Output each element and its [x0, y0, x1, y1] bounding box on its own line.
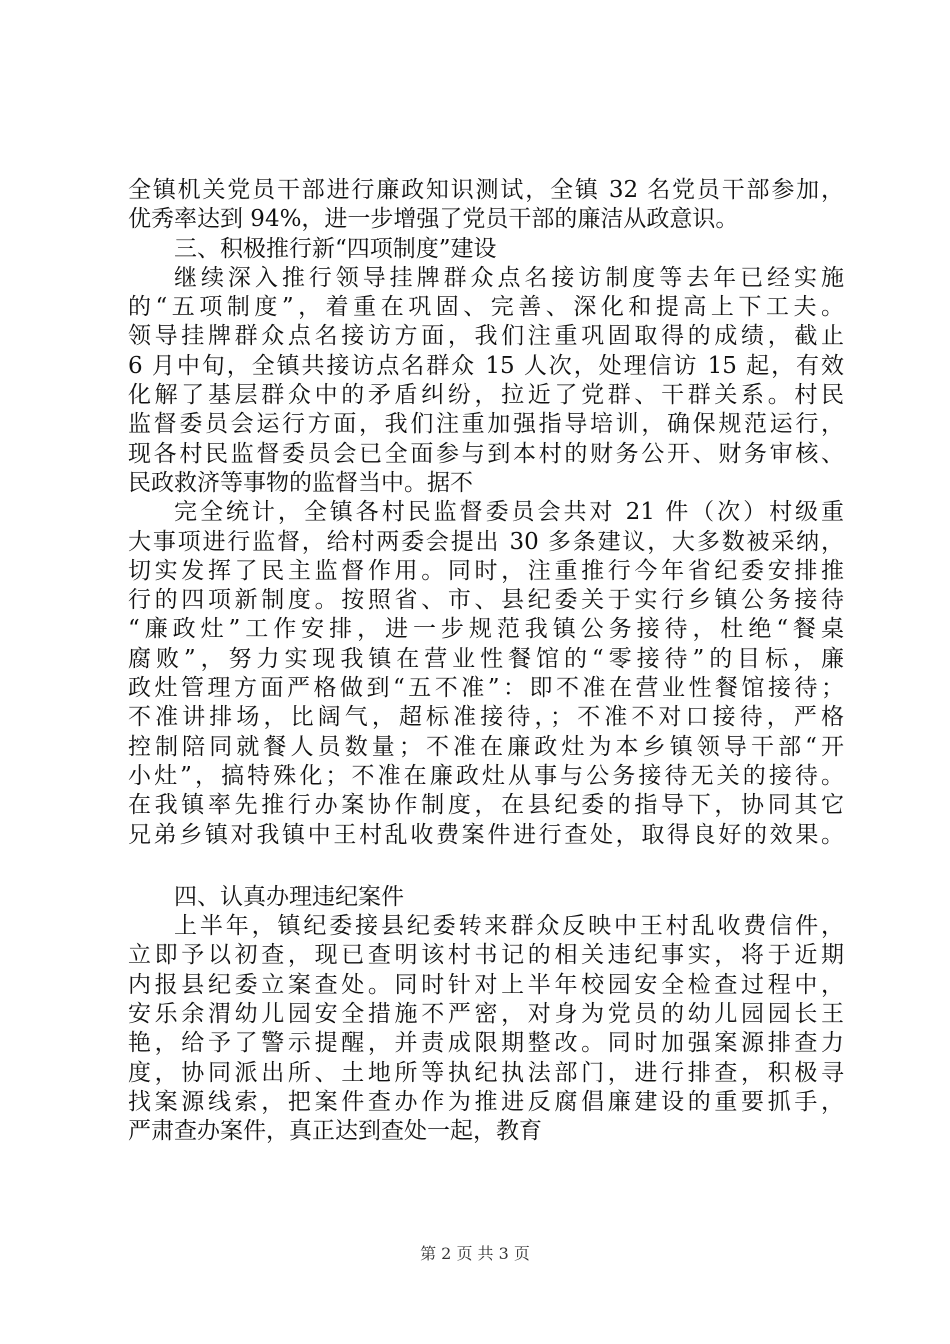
text-line: 6 月中旬，全镇共接访点名群众 15 人次，处理信访 15 起，有效 [128, 352, 844, 379]
section-heading-text: 四、认真办理违纪案件 [174, 883, 404, 910]
text-line: 化解了基层群众中的矛盾纠纷，拉近了党群、干群关系。村民 [128, 382, 844, 409]
text-line: 民政救济等事物的监督当中。据不 [128, 469, 473, 496]
section-heading-text: 三、积极推行新“四项制度”建设 [174, 235, 497, 262]
text-line: 领导挂牌群众点名接访方面，我们注重巩固取得的成绩，截止 [128, 323, 844, 350]
text-line: 在我镇率先推行办案协作制度，在县纪委的指导下，协同其它 [128, 792, 844, 819]
text-line: 内报县纪委立案查处。同时针对上半年校园安全检查过程中， [128, 971, 844, 998]
text-line: 继续深入推行领导挂牌群众点名接访制度等去年已经实施 [174, 264, 844, 291]
paragraph-3 [128, 498, 844, 850]
paragraph-4 [128, 912, 844, 1146]
page-number: 第 2 页 共 3 页 [420, 1244, 530, 1263]
text-line: 腐败”，努力实现我镇在营业性餐馆的“零接待”的目标，廉 [128, 645, 844, 672]
text-line: 行的四项新制度。按照省、市、县纪委关于实行乡镇公务接待 [128, 587, 844, 614]
text-line: 监督委员会运行方面，我们注重加强指导培训，确保规范运行， [128, 411, 844, 438]
text-line: 安乐余渭幼儿园安全措施不严密，对身为党员的幼儿园园长王 [128, 1001, 844, 1028]
text-line: 现各村民监督委员会已全面参与到本村的财务公开、财务审核、 [128, 440, 844, 467]
text-line: 大事项进行监督，给村两委会提出 30 多条建议，大多数被采纳， [128, 528, 844, 555]
paragraph-spacer [128, 850, 844, 883]
text-line: 小灶”，搞特殊化；不准在廉政灶从事与公务接待无关的接待。 [128, 762, 844, 789]
page-footer [0, 1241, 950, 1264]
text-line: 完全统计，全镇各村民监督委员会共对 21 件（次）村级重 [174, 499, 844, 526]
text-line: 找案源线索，把案件查办作为推进反腐倡廉建设的重要抓手， [128, 1088, 844, 1115]
section-heading-4 [128, 883, 844, 912]
paragraph-2 [128, 264, 844, 498]
document-body [128, 176, 844, 1147]
text-line: “廉政灶”工作安排，进一步规范我镇公务接待，杜绝“餐桌 [128, 616, 844, 643]
text-line: 严肃查办案件，真正达到查处一起，教育 [128, 1118, 542, 1145]
section-heading-3 [128, 235, 844, 264]
text-line: 立即予以初查，现已查明该村书记的相关违纪事实，将于近期 [128, 942, 844, 969]
text-line: 上半年，镇纪委接县纪委转来群众反映中王村乱收费信件， [174, 913, 844, 940]
paragraph-1 [128, 176, 844, 235]
text-line: 不准讲排场，比阔气，超标准接待，；不准不对口接待，严格 [128, 704, 844, 731]
text-line: 度，协同派出所、土地所等执纪执法部门，进行排查，积极寻 [128, 1059, 844, 1086]
text-line: 全镇机关党员干部进行廉政知识测试，全镇 32 名党员干部参加， [128, 177, 844, 203]
text-line: 切实发挥了民主监督作用。同时，注重推行今年省纪委安排推 [128, 557, 844, 584]
text-line: 艳，给予了警示提醒，并责成限期整改。同时加强案源排查力 [128, 1030, 844, 1057]
text-line: 的“五项制度”，着重在巩固、完善、深化和提高上下工夫。 [128, 294, 844, 321]
text-line: 优秀率达到 94%，进一步增强了党员干部的廉洁从政意识。 [128, 206, 739, 233]
text-line: 兄弟乡镇对我镇中王村乱收费案件进行查处，取得良好的效果。 [128, 821, 844, 848]
text-line: 控制陪同就餐人员数量；不准在廉政灶为本乡镇领导干部“开 [128, 733, 844, 760]
text-line: 政灶管理方面严格做到“五不准”：即不准在营业性餐馆接待； [128, 675, 844, 702]
